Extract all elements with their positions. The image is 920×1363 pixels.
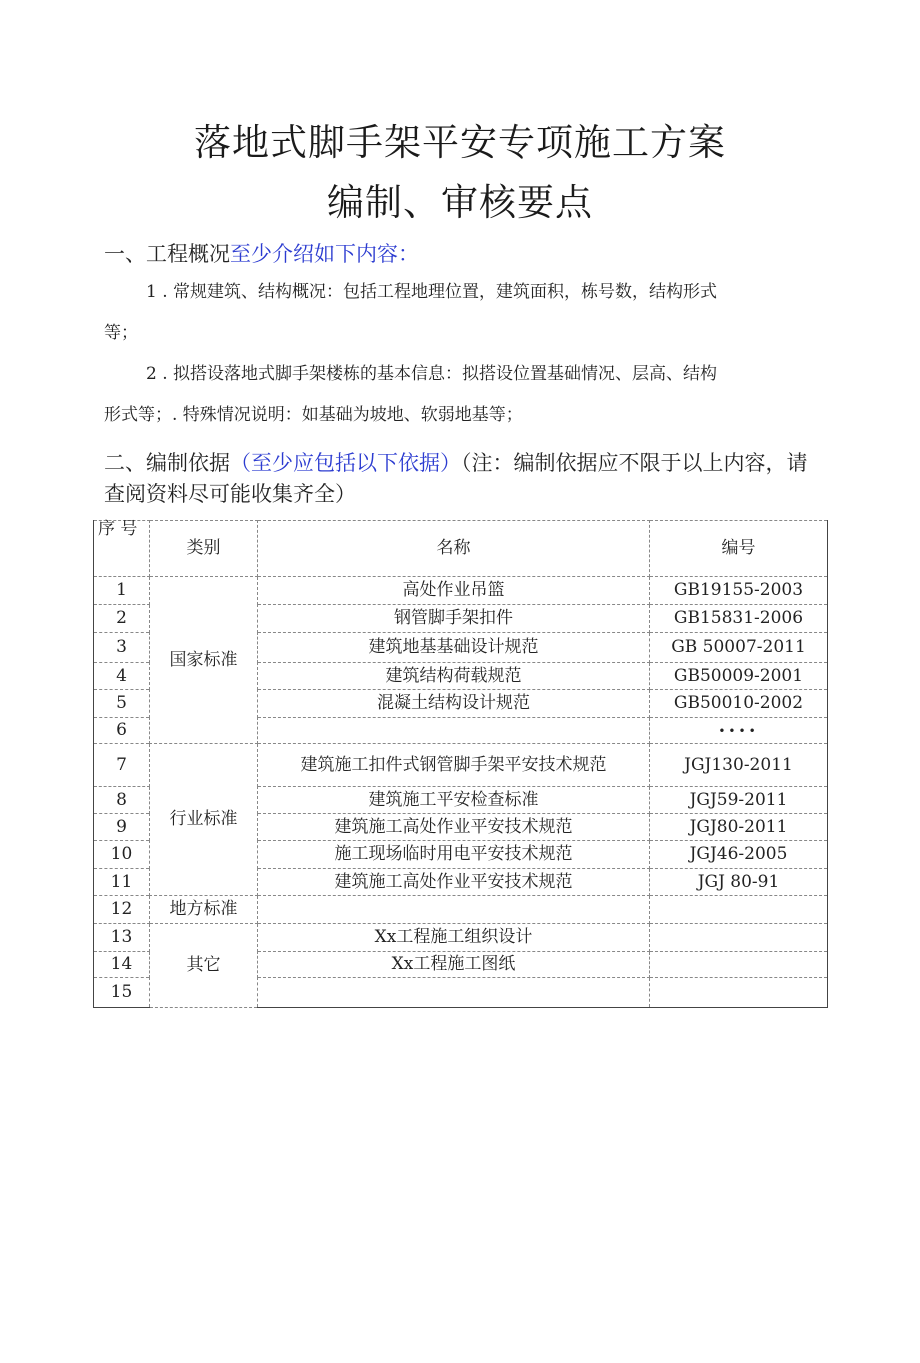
table-row bbox=[94, 577, 828, 605]
header-name: 名称 bbox=[258, 521, 650, 577]
section1-item2-line1: 2 . 拟搭设落地式脚手架楼栋的基本信息：拟搭设位置基础情况、层高、结构 bbox=[146, 364, 718, 384]
row-no: 15 bbox=[94, 978, 150, 1008]
row-no: 14 bbox=[94, 952, 150, 978]
header-category: 类别 bbox=[150, 521, 258, 577]
row-name: Xx工程施工图纸 bbox=[258, 952, 650, 978]
row-no: 3 bbox=[94, 633, 150, 663]
row-no: 12 bbox=[94, 896, 150, 924]
row-name: 混凝土结构设计规范 bbox=[258, 690, 650, 718]
document-title: 落地式脚手架平安专项施工方案 bbox=[194, 121, 726, 164]
row-code bbox=[650, 896, 828, 924]
row-code: JGJ 80-91 bbox=[650, 869, 828, 896]
section1-heading-text: 一、工程概况 bbox=[104, 242, 230, 266]
document-subtitle: 编制、审核要点 bbox=[327, 181, 593, 224]
header-seq: 序 号 bbox=[94, 521, 150, 577]
row-code bbox=[650, 924, 828, 952]
row-name bbox=[258, 978, 650, 1008]
row-code: JGJ80-2011 bbox=[650, 814, 828, 841]
row-code: GB15831-2006 bbox=[650, 605, 828, 633]
row-code: JGJ46-2005 bbox=[650, 841, 828, 869]
row-name: Xx工程施工组织设计 bbox=[258, 924, 650, 952]
row-name bbox=[258, 718, 650, 744]
row-code: JGJ59-2011 bbox=[650, 787, 828, 814]
category-other: 其它 bbox=[150, 924, 258, 1008]
row-code: GB50009-2001 bbox=[650, 663, 828, 690]
row-name: 建筑施工平安检查标准 bbox=[258, 787, 650, 814]
row-no: 2 bbox=[94, 605, 150, 633]
section2-heading-tail: （注：编制依据应不限于以上内容，请查阅资料尽可能收集齐全） bbox=[104, 451, 808, 506]
table-row bbox=[94, 924, 828, 952]
row-no: 10 bbox=[94, 841, 150, 869]
row-name: 施工现场临时用电平安技术规范 bbox=[258, 841, 650, 869]
row-name: 建筑地基基础设计规范 bbox=[258, 633, 650, 663]
row-name: 建筑施工扣件式钢管脚手架平安技术规范 bbox=[258, 744, 650, 787]
section2-heading-text: 二、编制依据 bbox=[104, 451, 230, 475]
row-name: 钢管脚手架扣件 bbox=[258, 605, 650, 633]
row-code: GB19155-2003 bbox=[650, 577, 828, 605]
section1-item1-line2: 等； bbox=[104, 323, 138, 343]
category-industry: 行业标准 bbox=[150, 744, 258, 896]
row-code: JGJ130-2011 bbox=[650, 744, 828, 787]
section1-heading bbox=[104, 238, 419, 268]
row-code bbox=[650, 978, 828, 1008]
row-code bbox=[650, 952, 828, 978]
table-header-row bbox=[94, 521, 828, 577]
row-name: 建筑结构荷载规范 bbox=[258, 663, 650, 690]
row-no: 9 bbox=[94, 814, 150, 841]
section1-heading-note: 至少介绍如下内容： bbox=[230, 242, 419, 266]
row-name: 建筑施工高处作业平安技术规范 bbox=[258, 814, 650, 841]
row-name: 高处作业吊篮 bbox=[258, 577, 650, 605]
section1-item2-line2: 形式等；. 特殊情况说明：如基础为坡地、软弱地基等； bbox=[104, 405, 523, 425]
section1-item1-line1: 1 . 常规建筑、结构概况：包括工程地理位置，建筑面积，栋号数，结构形式 bbox=[146, 282, 718, 302]
row-code: GB50010-2002 bbox=[650, 690, 828, 718]
category-national: 国家标准 bbox=[150, 577, 258, 744]
header-code: 编号 bbox=[650, 521, 828, 577]
section2-heading-note: （至少应包括以下依据） bbox=[230, 451, 461, 475]
row-no: 6 bbox=[94, 718, 150, 744]
row-code-ellipsis: •••• bbox=[650, 718, 828, 744]
row-no: 8 bbox=[94, 787, 150, 814]
section2-heading bbox=[104, 448, 824, 510]
row-name bbox=[258, 896, 650, 924]
category-local: 地方标准 bbox=[150, 896, 258, 924]
row-no: 11 bbox=[94, 869, 150, 896]
row-no: 7 bbox=[94, 744, 150, 787]
row-no: 1 bbox=[94, 577, 150, 605]
row-no: 13 bbox=[94, 924, 150, 952]
table-row bbox=[94, 744, 828, 787]
row-no: 5 bbox=[94, 690, 150, 718]
table-row bbox=[94, 896, 828, 924]
row-code: GB 50007-2011 bbox=[650, 633, 828, 663]
row-name: 建筑施工高处作业平安技术规范 bbox=[258, 869, 650, 896]
row-no: 4 bbox=[94, 663, 150, 690]
standards-table bbox=[93, 520, 828, 1008]
